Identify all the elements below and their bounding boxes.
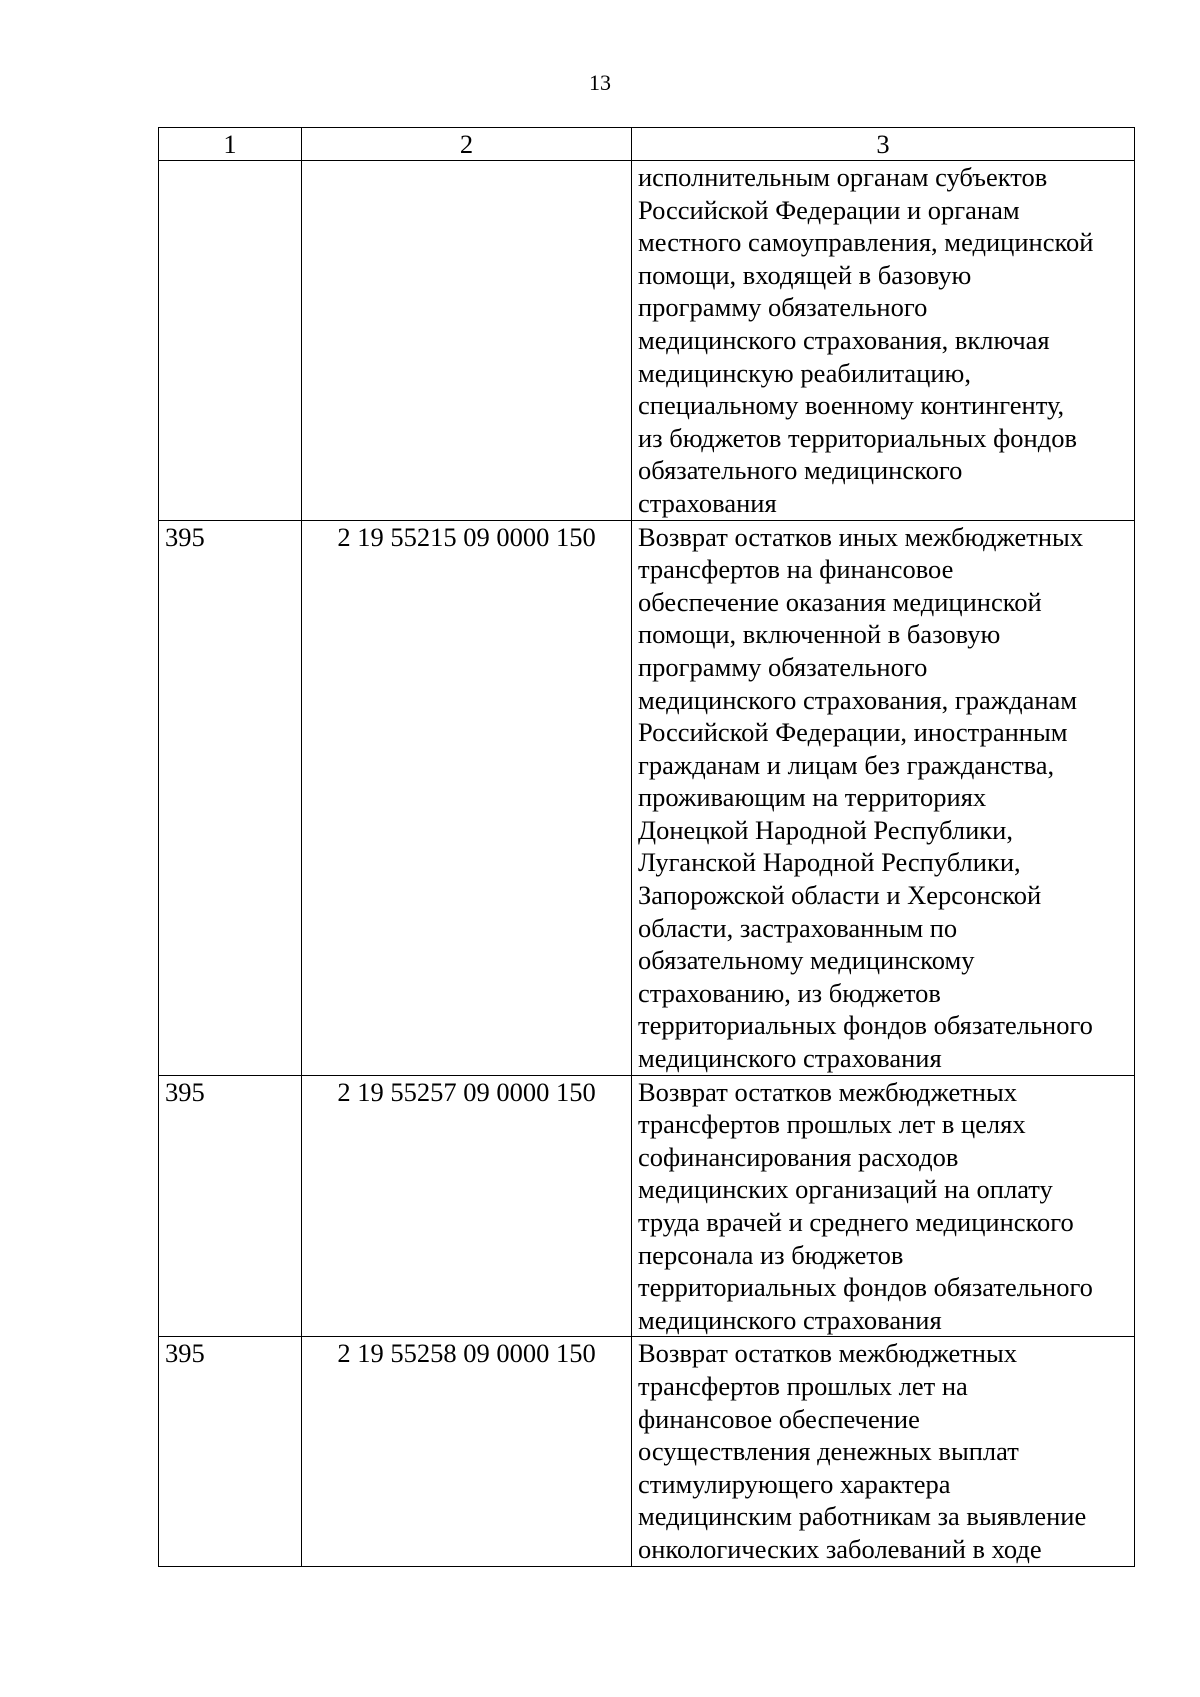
budget-code-cell: 2 19 55215 09 0000 150 bbox=[302, 520, 632, 1075]
table-header-row bbox=[159, 128, 1135, 161]
column-header-3: 3 bbox=[632, 128, 1135, 161]
table-row bbox=[159, 161, 1135, 521]
admin-code-cell bbox=[159, 161, 302, 521]
table-row bbox=[159, 1075, 1135, 1337]
description-cell: Возврат остатков межбюджетных трансфертов прошлых лет в целях софинансирования расходов медицинских организаций на оплату труда врачей и среднего медицинского персонала из бюджетов территориальных фондов обязательного медицинского страхования bbox=[632, 1075, 1135, 1337]
column-header-1: 1 bbox=[159, 128, 302, 161]
budget-code-cell bbox=[302, 161, 632, 521]
admin-code-cell: 395 bbox=[159, 1337, 302, 1566]
table-row bbox=[159, 1337, 1135, 1566]
description-cell: исполнительным органам субъектов Российской Федерации и органам местного самоуправления, медицинской помощи, входящей в базовую программу обязательного медицинского страхования, включая медицинскую реабилитацию, специальному военному контингенту, из бюджетов территориальных фондов обязательного медицинского страхования bbox=[632, 161, 1135, 521]
column-header-2: 2 bbox=[302, 128, 632, 161]
budget-code-cell: 2 19 55257 09 0000 150 bbox=[302, 1075, 632, 1337]
budget-codes-table bbox=[158, 127, 1135, 1567]
description-cell: Возврат остатков иных межбюджетных трансфертов на финансовое обеспечение оказания медицинской помощи, включенной в базовую программу обязательного медицинского страхования, гражданам Российской Федерации, иностранным гражданам и лицам без гражданства, проживающим на территориях Донецкой Народной Республики, Луганской Народной Республики, Запорожской области и Херсонской области, застрахованным по обязательному медицинскому страхованию, из бюджетов территориальных фондов обязательного медицинского страхования bbox=[632, 520, 1135, 1075]
admin-code-cell: 395 bbox=[159, 1075, 302, 1337]
description-cell: Возврат остатков межбюджетных трансфертов прошлых лет на финансовое обеспечение осуществления денежных выплат стимулирующего характера медицинским работникам за выявление онкологических заболеваний в ходе bbox=[632, 1337, 1135, 1566]
page-number: 13 bbox=[589, 70, 611, 95]
table-row bbox=[159, 520, 1135, 1075]
admin-code-cell: 395 bbox=[159, 520, 302, 1075]
budget-code-cell: 2 19 55258 09 0000 150 bbox=[302, 1337, 632, 1566]
